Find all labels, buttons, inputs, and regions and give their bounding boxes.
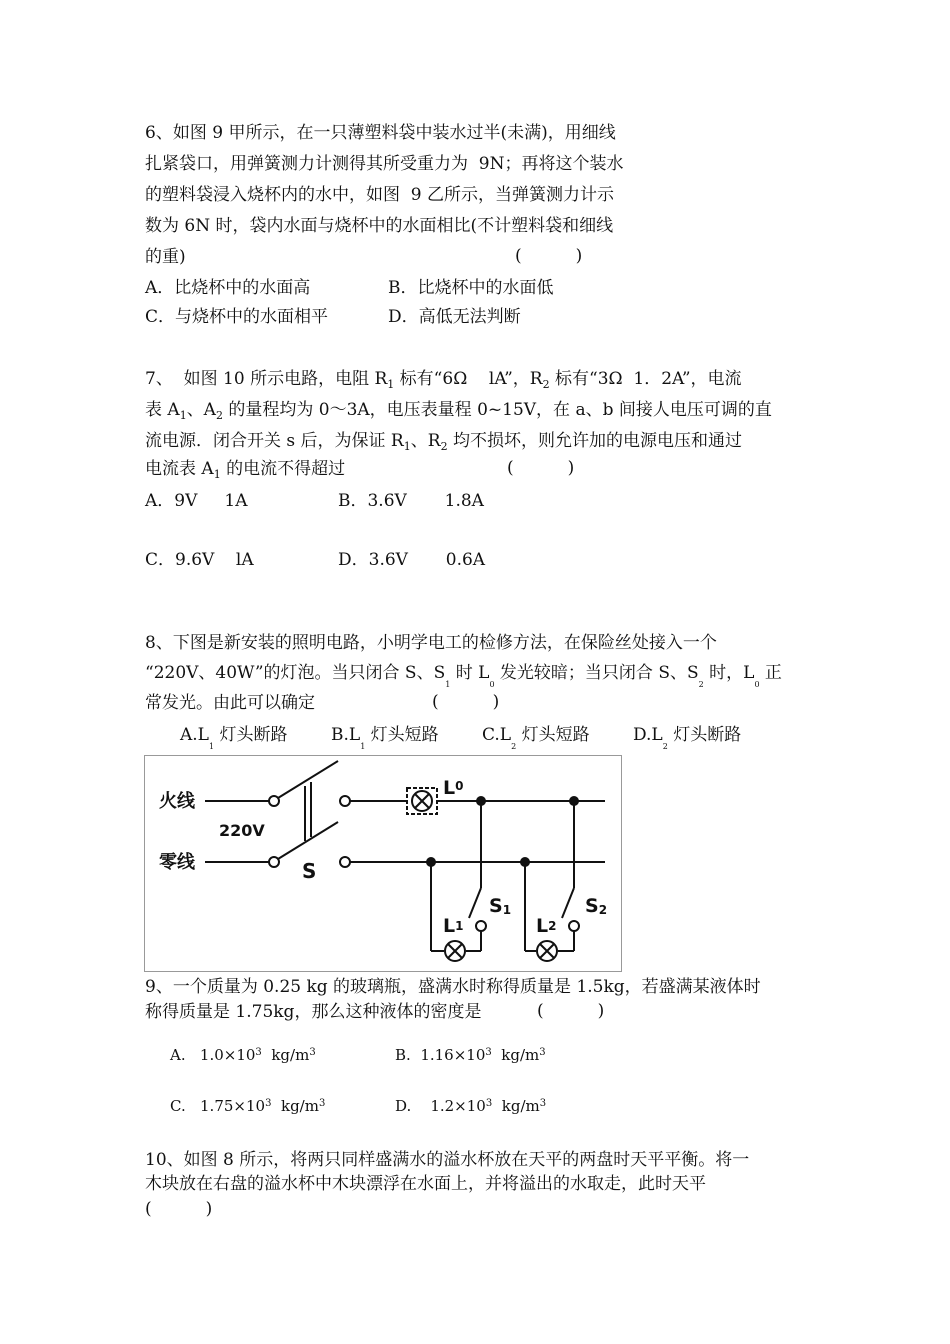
q9-option-d: D. $1.2\times 10^3$ $kg/m^3$ — [395, 1097, 547, 1115]
q6-line-4: 数为 6N 时，袋内水面与烧杯中的水面相比(不计塑料袋和细线 — [145, 216, 614, 236]
voltage-label: 220V — [219, 821, 265, 840]
switch-s2-label: S2 — [585, 895, 608, 917]
circuit-diagram — [144, 755, 622, 972]
live-wire-label: 火线 — [159, 791, 195, 812]
q7-line-1: 7、 如图 10 所示电路，电阻 $R_1$ 标有“6Ω lA”，$R_2$ 标有“3Ω 1．2A”，电流 — [145, 369, 742, 391]
q6-line-3: 的塑料袋浸入烧杯内的水中，如图 9 乙所示，当弹簧测力计示 — [145, 185, 615, 205]
q6-option-c: C．与烧杯中的水面相平 — [145, 307, 329, 327]
q8-line-1: 8、下图是新安装的照明电路，小明学电工的检修方法，在保险丝处接入一个 — [145, 633, 717, 653]
switch-contact-top-left — [269, 796, 279, 806]
lamp-l1-label: L1 — [443, 915, 464, 937]
switch-s2-blade — [562, 888, 574, 918]
q7-answer-paren: ( ) — [507, 458, 575, 478]
switch-blade-top — [278, 761, 338, 798]
switch-contact-bottom-left — [269, 857, 279, 867]
neutral-wire-label: 零线 — [159, 852, 195, 873]
junction-neutral-2 — [520, 857, 530, 867]
q8-line-2: “220V、40W”的灯泡。当只闭合 S、$S_1$ 时 $L_0$ 发光较暗；当只闭合 S、$S_2$ 时，$L_0$ 正 — [145, 663, 782, 689]
q9-line-2: 称得质量是 1.75kg，那么这种液体的密度是 — [145, 1002, 482, 1022]
switch-s-label: S — [302, 859, 317, 883]
q7-option-b: B．3.6V 1.8A — [338, 491, 484, 511]
switch-s1-blade — [469, 888, 481, 918]
q6-option-b: B．比烧杯中的水面低 — [388, 278, 554, 298]
lamp-l2-label: L2 — [536, 915, 557, 937]
q6-line-1: 6、如图 9 甲所示，在一只薄塑料袋中装水过半(未满)，用细线 — [145, 123, 616, 143]
q8-option-c: $C.L_2$ 灯头短路 — [482, 725, 590, 751]
q6-option-d: D．高低无法判断 — [388, 307, 521, 327]
q8-line-3: 常发光。由此可以确定 — [145, 693, 315, 713]
q9-option-a: A. $1.0\times 10^3$ $kg/m^3$ — [170, 1046, 316, 1064]
q10-line-2: 木块放在右盘的溢水杯中木块漂浮在水面上，并将溢出的水取走，此时天平 — [145, 1174, 706, 1194]
q6-answer-paren: ( ) — [515, 246, 583, 266]
q8-answer-paren: ( ) — [432, 692, 500, 712]
q8-option-b: $B.L_1$ 灯头短路 — [331, 725, 439, 751]
q7-line-3: 流电源．闭合开关 s 后，为保证 $R_1$、$R_2$ 均不损坏，则允许加的电源电压和通过 — [145, 431, 742, 453]
q9-answer-paren: ( ) — [537, 1001, 605, 1021]
q10-line-1: 10、如图 8 所示，将两只同样盛满水的溢水杯放在天平的两盘时天平平衡。将一 — [145, 1150, 750, 1170]
q9-option-c: C. $1.75\times 10^3$ $kg/m^3$ — [170, 1097, 326, 1115]
q7-option-c: C．9.6V lA — [145, 550, 254, 570]
lamp-l0-label: $L^0$ — [443, 777, 464, 799]
q8-option-a: $A.L_1$ 灯头断路 — [180, 725, 288, 751]
switch-contact-bottom-right — [340, 857, 350, 867]
q6-option-a: A．比烧杯中的水面高 — [145, 278, 311, 298]
junction-live-2 — [569, 796, 579, 806]
switch-s1-label: S1 — [489, 895, 512, 917]
switch-s2-contact — [569, 921, 579, 931]
q9-line-1: 9、一个质量为 0.25 kg 的玻璃瓶，盛满水时称得质量是 1.5kg，若盛满某液体时 — [145, 977, 761, 997]
q8-option-d: $D.L_2$ 灯头断路 — [633, 725, 742, 751]
q7-option-d: D．3.6V 0.6A — [338, 550, 486, 570]
junction-live-1 — [476, 796, 486, 806]
junction-neutral-1 — [426, 857, 436, 867]
q10-answer-paren: ( ) — [145, 1199, 213, 1219]
q9-option-b: B. $1.16\times 10^3$ $kg/m^3$ — [395, 1046, 546, 1064]
switch-contact-top-right — [340, 796, 350, 806]
q6-line-5: 的重) — [145, 247, 186, 267]
q7-option-a: A．9V 1A — [145, 491, 248, 511]
q6-line-2: 扎紧袋口，用弹簧测力计测得其所受重力为 9N；再将这个装水 — [145, 154, 624, 174]
switch-s1-contact — [476, 921, 486, 931]
q7-line-2: 表 $A_1$、$A_2$ 的量程均为 0～3A，电压表量程 0~15V，在 a、b 间接人电压可调的直 — [145, 400, 772, 422]
switch-blade-bottom — [278, 822, 338, 859]
q7-line-4: 电流表 $A_1$ 的电流不得超过 — [145, 459, 346, 481]
